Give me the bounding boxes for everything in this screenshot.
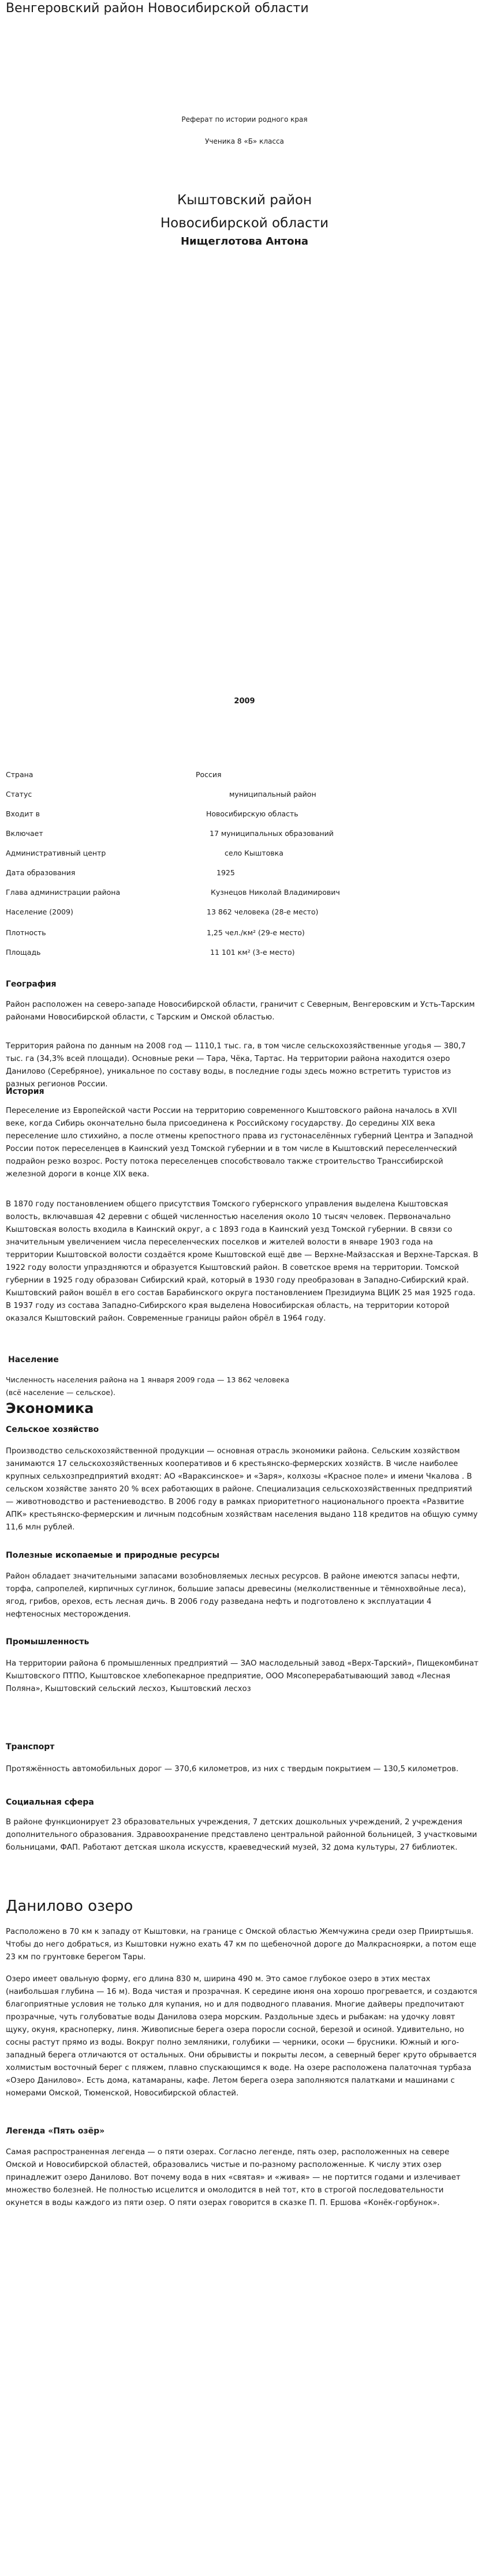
minerals-heading: Полезные ископаемые и природные ресурсы — [6, 1551, 219, 1560]
geography-text-2: Территория района по данным на 2008 год — 1110,1 тыс. га, в том числе сельскохозяйственные угодья — 380,7 тыс. га (34,3% всей площади). Основные реки — Тара, Чёка, Тартас. На территории района находится озеро Данилово (Серебряное), уникальное по составу воды, в последние годы здесь можно встретить туристов из разных регионов России. — [6, 1042, 466, 1089]
industry-heading: Промышленность — [6, 1637, 89, 1647]
author-name: Нищеглотова Антона — [180, 235, 309, 248]
history-text-1: Переселение из Европейской части России на территорию современного Кыштовского района началось в XVII веке, когда Сибирь окончательно была присоединена к Российскому государству. До середины XIX века переселение шло стихийно, а после отмены крепостного права из густонаселённых губерний Центра и Западной России поток переселенцев в Каинский уезд Томской губернии и в том числе в Кыштовский переселенческий подрайон резко возрос. Росту потока переселенцев способствовало также строительство Транссибирской железной дороги в конце XIX века. — [6, 1107, 473, 1179]
info-label: Входит в — [6, 809, 40, 818]
legend-heading: Легенда «Пять озёр» — [6, 2127, 105, 2136]
industry-text: На территории района 6 промышленных предприятий — ЗАО маслодельный завод «Верх-Тарский», Пищекомбинат Кыштовского ПТПО, Кыштовское хлебопекарное предприятие, ООО Мясоперерабатывающий завод «Лесная Поляна», Кыштовский сельский лесхоз, Кыштовский лесхоз — [6, 1659, 479, 1693]
report-line: Реферат по истории родного края — [181, 115, 308, 123]
history-heading: История — [6, 1087, 44, 1096]
history-text-2: В 1870 году постановлением общего присутствия Томского губернского управления выделена Кыштовская волость, включавшая 42 деревни с общей численностью населения около 10 тысяч человек. Первоначально Кыштовская волость входила в Каинский округ, а с 1893 года в Каинский уезд Томской губернии. В связи со значительным увеличением числа переселенческих поселков и жителей волости в январе 1903 года на территории Кыштовской волости создаётся кроме Кыштовской ещё две — Верхне-Майзасская и Верхне-Тарская. В 1922 году волости упраздняются и образуется Кыштовский район. В советское время на территории. Томской губернии в 1925 году образован Сибирский край, который в 1930 году преобразован в Западно-Сибирский край. Кыштовский район вошёл в его состав Барабинского округа постановлением Президиума ВЦИК 25 мая 1925 года. В 1937 году из состава Западно-Сибирского края выделена Новосибирская область, на территории которой оказался Кыштовский район. Современные границы район обрёл в 1964 году. — [6, 1200, 479, 1323]
lake-paragraph — [6, 1926, 480, 1964]
agriculture-text: Производство сельскохозяйственной продукции — основная отрасль экономики района. Сельским хозяйством занимаются 17 сельскохозяйственных кооперативов и 6 крестьянско-фермерских хозяйств. В числе наиболее крупных сельхозпредприятий входят: АО «Вараксинское» и «Заря», колхозы «Красное поле» и имени Чкалова . В сельском хозяйстве занято 20 % всех работающих в районе. Специализация сельскохозяйственных предприятий — животноводство и растениеводство. В 2006 году в рамках приоритетного национального проекта «Развитие АПК» крестьянско-фермерским и личным подсобным хозяйствам населения выдано 118 кредитов на общую сумму 11,6 млн рублей. — [6, 1447, 478, 1532]
info-label: Страна — [6, 770, 33, 779]
info-label: Площадь — [6, 948, 41, 957]
legend-text: Самая распространенная легенда — о пяти озерах. Согласно легенде, пять озер, расположенных на севере Омской и Новосибирской областей, образовались чистые и по-разному расположенные. К числу этих озер принадлежит озеро Данилово. Вот почему вода в них «святая» и «живая» — не портится годами и излечивает множество болезней. Не полностью исцелится и омолодится в ней тот, кто в строгой последовательности окунется в воды каждого из пяти озер. О пяти озерах говорится в сказке П. П. Ершова «Конёк-горбунок». — [6, 2148, 461, 2207]
info-value: Новосибирскую область — [206, 809, 298, 818]
info-value: Кузнецов Николай Владимирович — [211, 888, 340, 897]
info-value: 13 862 человека (28-е место) — [207, 908, 319, 916]
transport-text: Протяжённость автомобильных дорог — 370,6 километров, из них с твердым покрытием — 130,5 километров. — [6, 1765, 459, 1773]
sub-title: Новосибирской области — [160, 216, 329, 231]
info-label: Дата образования — [6, 868, 76, 877]
info-label: Административный центр — [6, 849, 106, 857]
population-heading: Население — [8, 1355, 59, 1364]
geography-paragraph — [6, 999, 480, 1024]
year: 2009 — [234, 697, 255, 706]
info-value: село Кыштовка — [225, 849, 283, 857]
info-label: Глава администрации района — [6, 888, 121, 897]
history-paragraph — [6, 1198, 480, 1325]
lake-paragraph — [6, 1973, 480, 2100]
info-value: 11 101 км² (3-е место) — [210, 948, 295, 957]
info-label: Плотность — [6, 928, 46, 937]
lake-text-2: Озеро имеет овальную форму, его длина 830 м, ширина 490 м. Это самое глубокое озеро в этих местах (наибольшая глубина — 16 м). Вода чистая и прозрачная. К середине июня она хорошо прогревается, и создаются благоприятные условия не только для купания, но и для подводного плавания. Многие дайверы предпочитают прозрачные, чуть голубоватые воды Данилова озера морским. Раздольные здесь и рыбакам: на удочку ловят щуку, окуня, красноперку, линя. Живописные берега озера поросли сосной, березой и осиной. Удивительно, но сосны растут прямо из воды. Вокруг полно земляники, голубики — черники, осоки — брусники. Южный и юго-западный берега отличаются от остальных. Они обрывисты и покрыты лесом, а северный берег круто обрывается холмистым восточный берег с пляжем, плавно спускающимся к воде. На озере расположена палаточная турбаза «Озеро Данилово». Есть дома, катамараны, кафе. Летом берега озера заполняются палатками и машинами с номерами Омской, Тюменской, Новосибирской областей. — [6, 1975, 477, 2098]
history-paragraph — [6, 1105, 480, 1181]
economy-heading: Экономика — [6, 1400, 94, 1416]
info-value: Россия — [196, 770, 222, 779]
info-value: 17 муниципальных образований — [210, 829, 334, 838]
info-value: муниципальный район — [229, 790, 316, 798]
agriculture-paragraph — [6, 1445, 480, 1534]
lake-text-1: Расположено в 70 км к западу от Кыштовки, на границе с Омской областью Жемчужина среди озер Прииртышья. Чтобы до него добраться, из Кыштовки нужно ехать 47 км по щебеночной дороге до Малкрасноярки, а потом еще 23 км по грунтовке берегом Тары. — [6, 1928, 476, 1962]
social-paragraph — [6, 1816, 480, 1854]
info-label: Статус — [6, 790, 32, 798]
transport-heading: Транспорт — [6, 1742, 55, 1752]
legend-paragraph — [6, 2146, 480, 2210]
geography-paragraph — [6, 1040, 480, 1091]
info-value: 1,25 чел./км² (29-е место) — [207, 928, 305, 937]
social-text: В районе функционирует 23 образовательных учреждения, 7 детских дошкольных учреждений, 2 учреждения дополнительного образования. Здравоохранение представлено центральной районной больницей, 3 участковыми больницами, ФАП. Работают детская школа искусств, краеведческий музей, 32 дома культуры, 27 библиотек. — [6, 1818, 477, 1852]
population-line-2: (всё население — сельское). — [6, 1388, 115, 1397]
main-title: Кыштовский район — [177, 193, 312, 208]
info-label: Включает — [6, 829, 43, 838]
agriculture-heading: Сельское хозяйство — [6, 1425, 99, 1434]
document-title: Венгеровский район Новосибирской области — [6, 1, 309, 16]
lake-heading: Данилово озеро — [6, 1898, 133, 1915]
geography-text-1: Район расположен на северо-западе Новосибирской области, граничит с Северным, Венгеровским и Усть-Тарским районами Новосибирской области, с Тарским и Омской областью. — [6, 1000, 475, 1022]
student-line: Ученика 8 «Б» класса — [205, 137, 284, 145]
social-heading: Социальная сфера — [6, 1798, 94, 1807]
minerals-text: Район обладает значительными запасами возобновляемых лесных ресурсов. В районе имеются запасы нефти, торфа, сапропелей, кирпичных суглинок, большие запасы древесины (мелколиственные и тёмнохвойные леса), ягод, грибов, орехов, есть лесная дичь. В 2006 году разведана нефть и подготовлено к эксплуатации 4 нефтеносных месторождения. — [6, 1572, 466, 1619]
population-line-1: Численность населения района на 1 января 2009 года — 13 862 человека — [6, 1375, 290, 1384]
geography-heading: География — [6, 980, 57, 989]
info-label: Население (2009) — [6, 908, 73, 916]
industry-paragraph — [6, 1658, 480, 1696]
transport-paragraph — [6, 1763, 480, 1776]
minerals-paragraph — [6, 1570, 480, 1621]
info-value: 1925 — [216, 868, 235, 877]
